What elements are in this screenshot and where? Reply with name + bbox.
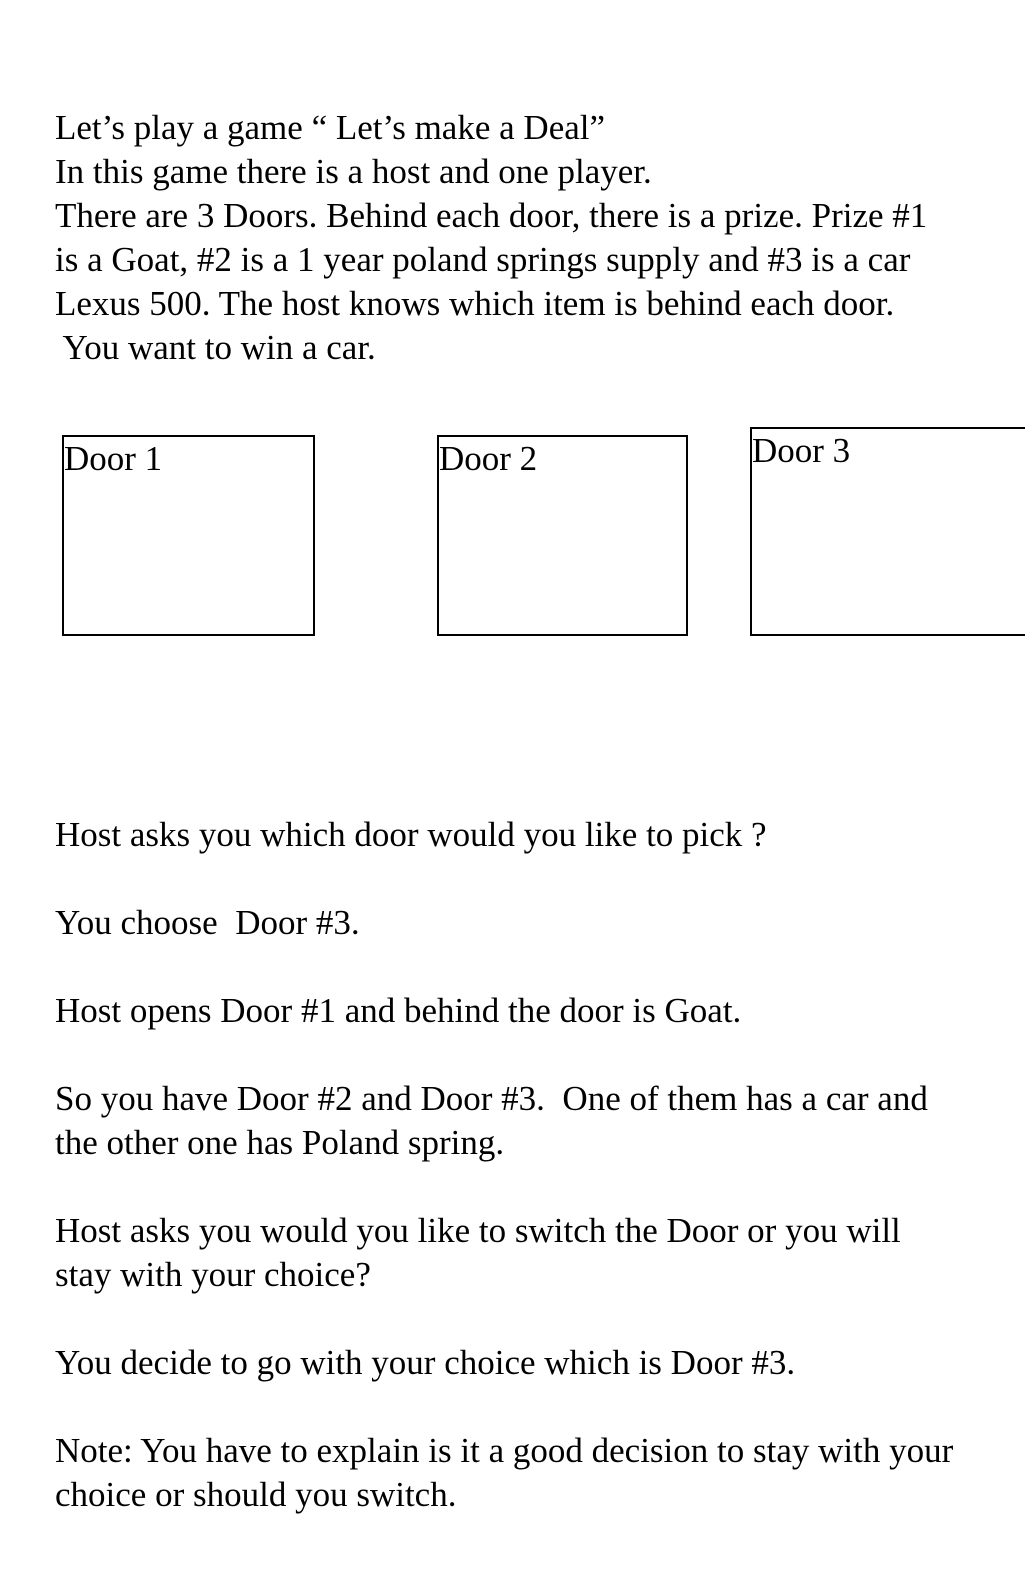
door-1-label: Door 1 xyxy=(64,439,163,478)
story-switch-question-line-2: stay with your choice? xyxy=(55,1255,371,1294)
door-3-label: Door 3 xyxy=(752,431,851,470)
story-decision: You decide to go with your choice which is Door #3. xyxy=(55,1343,796,1382)
intro-line-3: There are 3 Doors. Behind each door, there is a prize. Prize #1 xyxy=(55,196,928,235)
story-remaining-line-1: So you have Door #2 and Door #3. One of them has a car and xyxy=(55,1079,928,1118)
door-2[interactable] xyxy=(437,435,688,636)
story-note-line-1: Note: You have to explain is it a good decision to stay with your xyxy=(55,1431,954,1470)
door-1[interactable] xyxy=(62,435,315,636)
intro-line-title: Let’s play a game “ Let’s make a Deal” xyxy=(55,108,606,147)
intro-line-6: You want to win a car. xyxy=(55,328,376,367)
story-remaining-line-2: the other one has Poland spring. xyxy=(55,1123,505,1162)
story-switch-question-line-1: Host asks you would you like to switch the Door or you will xyxy=(55,1211,901,1250)
intro-line-2: In this game there is a host and one player. xyxy=(55,152,652,191)
door-2-label: Door 2 xyxy=(439,439,538,478)
intro-line-4: is a Goat, #2 is a 1 year poland springs supply and #3 is a car xyxy=(55,240,911,279)
story-host-opens: Host opens Door #1 and behind the door is Goat. xyxy=(55,991,742,1030)
story-note-line-2: choice or should you switch. xyxy=(55,1475,457,1514)
story-host-question: Host asks you which door would you like to pick ? xyxy=(55,815,767,854)
story-choice: You choose Door #3. xyxy=(55,903,360,942)
door-3[interactable] xyxy=(750,427,1025,636)
intro-line-5: Lexus 500. The host knows which item is behind each door. xyxy=(55,284,895,323)
